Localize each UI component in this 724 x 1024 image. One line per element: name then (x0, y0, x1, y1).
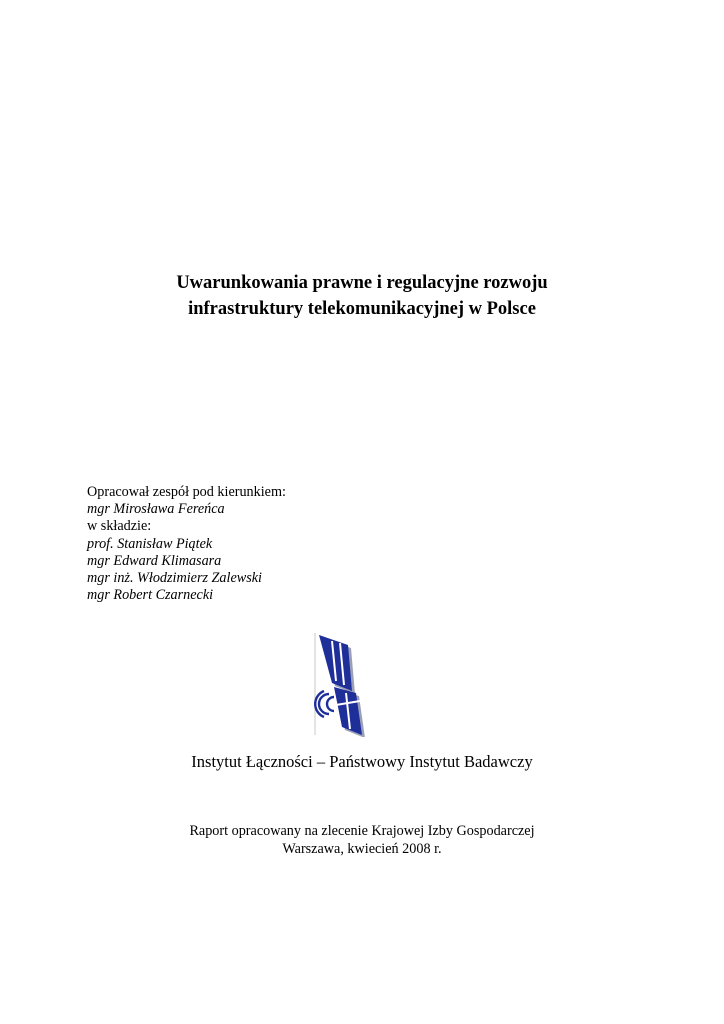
team-member: mgr inż. Włodzimierz Zalewski (87, 570, 262, 587)
team-intro: Opracował zespół pod kierunkiem: (87, 484, 286, 500)
title-line-1: Uwarunkowania prawne i regulacyjne rozwoju (176, 273, 548, 293)
institute-logo-icon (314, 631, 370, 737)
institute-name: Instytut Łączności – Państwowy Instytut Badawczy (191, 752, 533, 771)
report-info (0, 823, 724, 858)
team-composition-label: w składzie: (87, 518, 152, 535)
team-member: prof. Stanisław Piątek (87, 535, 213, 552)
team-leader: mgr Mirosława Fereńca (87, 501, 225, 518)
team-member: mgr Edward Klimasara (87, 552, 222, 569)
report-place-date-line: Warszawa, kwiecień 2008 r. (282, 840, 442, 857)
report-commission-line: Raport opracowany na zlecenie Krajowej Izby Gospodarczej (189, 823, 535, 839)
team-member: mgr Robert Czarnecki (87, 587, 214, 604)
title-line-2: infrastruktury telekomunikacyjnej w Polsce (188, 299, 536, 319)
document-title (0, 270, 724, 322)
author-team (87, 484, 286, 604)
